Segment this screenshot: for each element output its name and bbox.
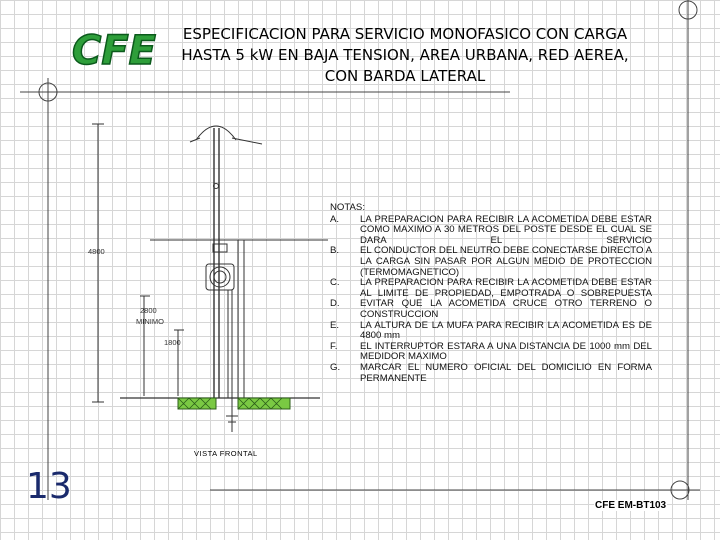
title-line-2: HASTA 5 kW EN BAJA TENSION, AREA URBANA, RED AEREA, <box>181 46 629 64</box>
note-item <box>330 215 652 247</box>
ground-hatch <box>178 398 290 409</box>
note-letter: B. <box>330 245 340 257</box>
note-item <box>330 278 652 299</box>
title-line-1: ESPECIFICACION PARA SERVICIO MONOFASICO CON CARGA <box>182 25 628 43</box>
title-line-3: CON BARDA LATERAL <box>324 67 486 85</box>
note-text: EL CONDUCTOR DEL NEUTRO DEBE CONECTARSE DIRECTO A LA CARGA SIN PASAR POR ALGUN MEDIO DE PROTECCION (TERMOMAGNETICO) <box>360 245 652 278</box>
page-number: 13 <box>26 466 72 507</box>
note-letter: C. <box>330 277 340 289</box>
note-letter: F. <box>330 340 338 352</box>
note-item <box>330 299 652 320</box>
note-text: LA PREPARACION PARA RECIBIR LA ACOMETIDA DEBE ESTAR COMO MAXIMO A 30 METROS DEL POSTE DESDE EL CUAL SE DARA EL SERVICIO <box>360 213 652 246</box>
dim-meter-height: 1800 <box>164 338 181 347</box>
note-text: LA PREPARACION PARA RECIBIR LA ACOMETIDA DEBE ESTAR AL LIMITE DE PROPIEDAD, EMPOTRADA O SOBREPUESTA <box>360 277 652 299</box>
document-code: CFE EM-BT103 <box>595 500 667 511</box>
note-letter: D. <box>330 298 340 310</box>
dim-height-total: 4800 <box>88 247 105 256</box>
note-text: EVITAR QUE LA ACOMETIDA CRUCE OTRO TERRENO O CONSTRUCCION <box>360 298 652 320</box>
breaker-box <box>213 244 227 252</box>
notes-heading: NOTAS: <box>330 202 366 213</box>
notes-block <box>330 203 652 384</box>
dim-min-height: 2800 <box>140 306 157 315</box>
note-item <box>330 246 652 278</box>
dim-min-label: MINIMO <box>136 317 164 326</box>
cfe-logo-text: CFE <box>72 28 157 74</box>
note-letter: G. <box>330 361 341 373</box>
note-text: EL INTERRUPTOR ESTARA A UNA DISTANCIA DE 1000 mm DEL MEDIDOR MAXIMO <box>360 340 652 363</box>
note-item <box>330 342 652 363</box>
note-text: LA ALTURA DE LA MUFA PARA RECIBIR LA ACOMETIDA ES DE 4800 mm <box>360 319 652 342</box>
note-text: MARCAR EL NUMERO OFICIAL DEL DOMICILIO EN FORMA PERMANENTE <box>360 361 652 384</box>
mufa-head <box>196 126 236 140</box>
note-letter: E. <box>330 319 340 331</box>
meter-icon <box>210 267 230 287</box>
view-label: VISTA FRONTAL <box>194 449 258 458</box>
note-item <box>330 363 652 384</box>
note-item <box>330 321 652 342</box>
note-letter: A. <box>330 213 340 225</box>
